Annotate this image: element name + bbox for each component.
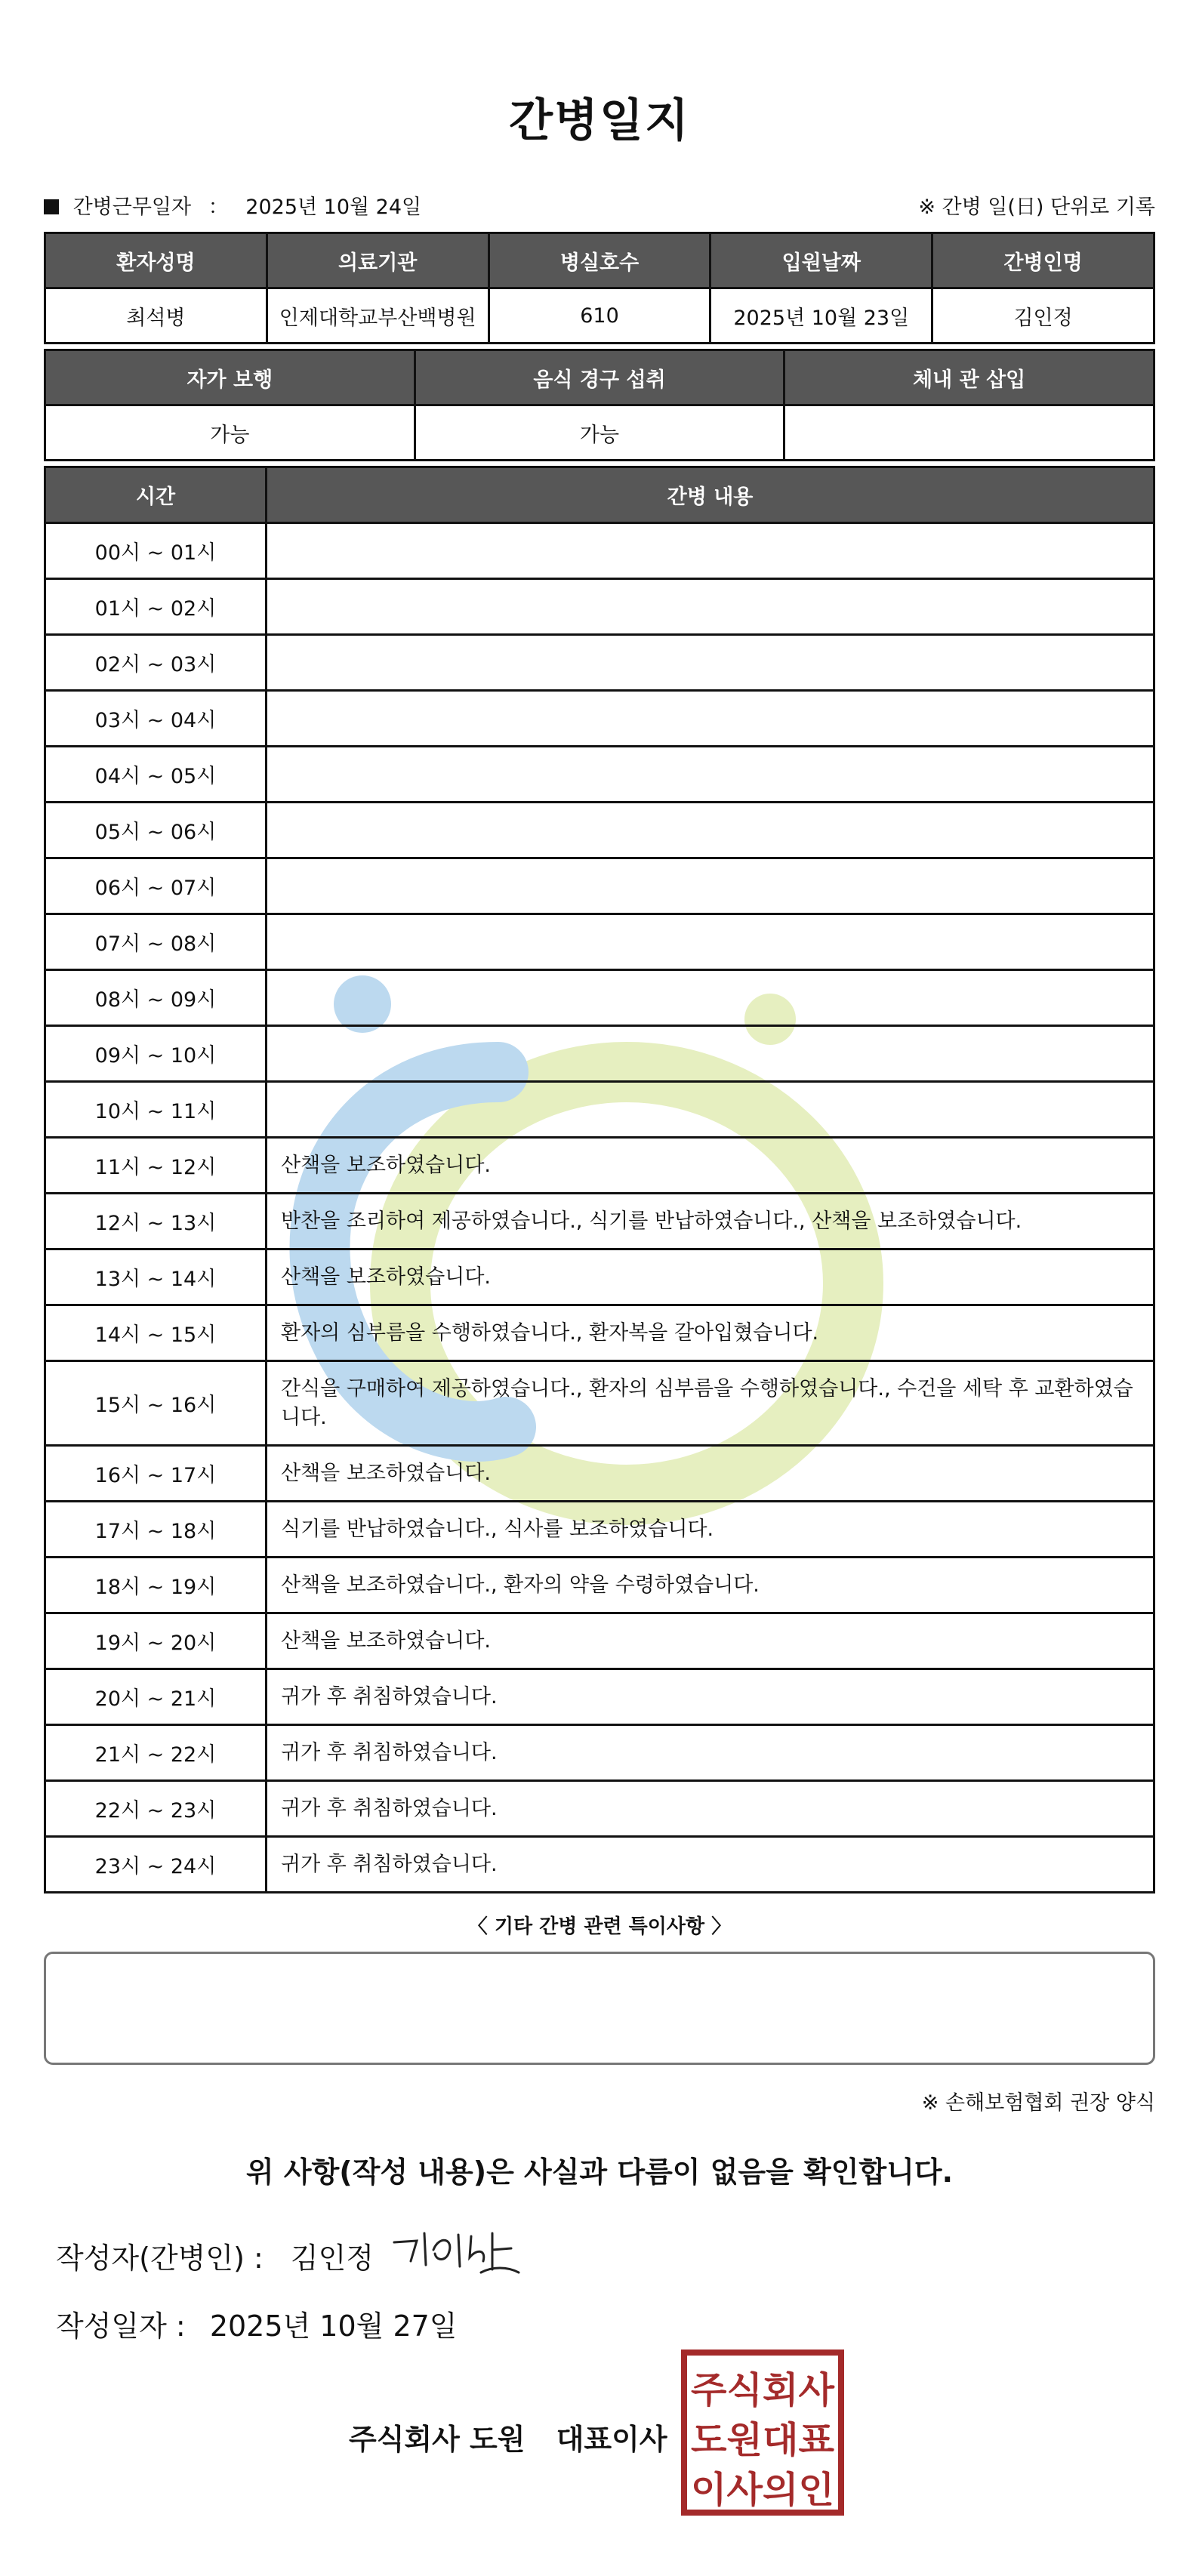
- time-slot: 11시 ~ 12시: [45, 1138, 267, 1194]
- care-log-table: [44, 466, 1155, 1893]
- care-content: 산책을 보조하였습니다.: [267, 1249, 1154, 1305]
- table-row: [45, 523, 1154, 579]
- room-number: 610: [489, 288, 710, 344]
- patient-header-row: [45, 233, 1154, 288]
- time-slot: 00시 ~ 01시: [45, 523, 267, 579]
- header-care-content: 간병 내용: [267, 467, 1154, 523]
- time-slot: 10시 ~ 11시: [45, 1082, 267, 1138]
- care-content: 식기를 반납하였습니다., 식사를 보조하였습니다.: [267, 1502, 1154, 1558]
- table-row: [45, 1725, 1154, 1781]
- daily-record-note: ※ 간병 일(日) 단위로 기록: [918, 196, 1155, 219]
- care-content: 산책을 보조하였습니다.: [267, 1446, 1154, 1502]
- table-row: [45, 635, 1154, 691]
- log-header-row: [45, 467, 1154, 523]
- time-slot: 18시 ~ 19시: [45, 1558, 267, 1613]
- time-slot: 08시 ~ 09시: [45, 970, 267, 1026]
- time-slot: 03시 ~ 04시: [45, 691, 267, 747]
- time-slot: 20시 ~ 21시: [45, 1669, 267, 1725]
- table-row: [45, 1138, 1154, 1194]
- svg-text:도원대표: 도원대표: [691, 2419, 835, 2461]
- time-slot: 22시 ~ 23시: [45, 1781, 267, 1837]
- time-slot: 14시 ~ 15시: [45, 1305, 267, 1361]
- time-slot: 19시 ~ 20시: [45, 1613, 267, 1669]
- header-room: 병실호수: [489, 233, 710, 288]
- table-row: [45, 970, 1154, 1026]
- document-title: 간병일지: [509, 94, 690, 147]
- header-hospital: 의료기관: [267, 233, 489, 288]
- writer-line: [56, 2235, 374, 2276]
- patient-status-table: [44, 349, 1155, 461]
- time-slot: 16시 ~ 17시: [45, 1446, 267, 1502]
- written-date-value: 2025년 10월 27일: [209, 2309, 458, 2343]
- table-row: [45, 1837, 1154, 1893]
- written-date-label: 작성일자 :: [56, 2309, 186, 2343]
- company-seal-stamp: [680, 2348, 846, 2517]
- care-content: [267, 970, 1154, 1026]
- table-row: [45, 914, 1154, 970]
- table-row: [45, 1558, 1154, 1613]
- table-row: [45, 1613, 1154, 1669]
- header-admission-date: 입원날짜: [710, 233, 932, 288]
- work-date-line: [44, 190, 421, 220]
- work-date-separator: ：: [208, 196, 229, 219]
- care-content: [267, 1082, 1154, 1138]
- status-value-row: [45, 405, 1154, 461]
- svg-text:이사의인: 이사의인: [691, 2469, 834, 2511]
- table-row: [45, 1305, 1154, 1361]
- time-slot: 09시 ~ 10시: [45, 1026, 267, 1082]
- care-content: [267, 1026, 1154, 1082]
- time-slot: 02시 ~ 03시: [45, 635, 267, 691]
- table-row: [45, 1669, 1154, 1725]
- care-content: 산책을 보조하였습니다., 환자의 약을 수령하였습니다.: [267, 1558, 1154, 1613]
- table-row: [45, 803, 1154, 858]
- admission-date: 2025년 10월 23일: [710, 288, 932, 344]
- oral-intake-value: 가능: [415, 405, 784, 461]
- status-header-row: [45, 350, 1154, 405]
- time-slot: 13시 ~ 14시: [45, 1249, 267, 1305]
- written-date-line: [56, 2303, 458, 2344]
- patient-name: 최석병: [45, 288, 267, 344]
- header-self-walking: 자가 보행: [45, 350, 415, 405]
- time-slot: 04시 ~ 05시: [45, 747, 267, 803]
- care-content: 반찬을 조리하여 제공하였습니다., 식기를 반납하였습니다., 산책을 보조하였습니다.: [267, 1194, 1154, 1249]
- table-row: [45, 747, 1154, 803]
- work-date-label: 간병근무일자: [72, 196, 192, 219]
- table-row: [45, 1249, 1154, 1305]
- time-slot: 12시 ~ 13시: [45, 1194, 267, 1249]
- header-oral-intake: 음식 경구 섭취: [415, 350, 784, 405]
- care-content: 간식을 구매하여 제공하였습니다., 환자의 심부름을 수행하였습니다., 수건을 세탁 후 교환하였습니다.: [267, 1361, 1154, 1446]
- writer-label: 작성자(간병인) :: [56, 2242, 264, 2275]
- time-slot: 05시 ~ 06시: [45, 803, 267, 858]
- writer-name: 김인정: [290, 2242, 374, 2275]
- table-row: [45, 579, 1154, 635]
- table-row: [45, 1026, 1154, 1082]
- form-note: ※ 손해보험협회 권장 양식: [921, 2091, 1155, 2115]
- company-line: [349, 2416, 667, 2457]
- tube-insertion-value: [784, 405, 1154, 461]
- time-slot: 17시 ~ 18시: [45, 1502, 267, 1558]
- care-content: [267, 803, 1154, 858]
- care-content: 환자의 심부름을 수행하였습니다., 환자복을 갈아입혔습니다.: [267, 1305, 1154, 1361]
- care-content: 귀가 후 취침하였습니다.: [267, 1725, 1154, 1781]
- remarks-title: 〈 기타 간병 관련 특이사항 〉: [467, 1915, 732, 1938]
- table-row: [45, 1502, 1154, 1558]
- confirmation-statement: 위 사항(작성 내용)은 사실과 다름이 없음을 확인합니다.: [245, 2155, 954, 2189]
- time-slot: 01시 ~ 02시: [45, 579, 267, 635]
- care-content: 귀가 후 취침하였습니다.: [267, 1837, 1154, 1893]
- care-content: [267, 747, 1154, 803]
- care-content: [267, 858, 1154, 914]
- company-representative: 대표이사: [556, 2423, 667, 2456]
- remarks-box: [44, 1952, 1155, 2065]
- care-content: 산책을 보조하였습니다.: [267, 1613, 1154, 1669]
- care-content: 귀가 후 취침하였습니다.: [267, 1669, 1154, 1725]
- table-row: [45, 691, 1154, 747]
- self-walking-value: 가능: [45, 405, 415, 461]
- square-bullet-icon: [44, 199, 59, 214]
- care-content: [267, 691, 1154, 747]
- time-slot: 21시 ~ 22시: [45, 1725, 267, 1781]
- header-caregiver: 간병인명: [932, 233, 1154, 288]
- header-time: 시간: [45, 467, 267, 523]
- table-row: [45, 1194, 1154, 1249]
- time-slot: 15시 ~ 16시: [45, 1361, 267, 1446]
- care-content: [267, 523, 1154, 579]
- patient-value-row: [45, 288, 1154, 344]
- time-slot: 07시 ~ 08시: [45, 914, 267, 970]
- care-content: 귀가 후 취침하였습니다.: [267, 1781, 1154, 1837]
- svg-text:주식회사: 주식회사: [691, 2369, 835, 2411]
- caregiver-name: 김인정: [932, 288, 1154, 344]
- work-date-value: 2025년 10월 24일: [245, 196, 422, 219]
- table-row: [45, 858, 1154, 914]
- care-content: 산책을 보조하였습니다.: [267, 1138, 1154, 1194]
- hospital-name: 인제대학교부산백병원: [267, 288, 489, 344]
- header-patient-name: 환자성명: [45, 233, 267, 288]
- header-tube-insertion: 체내 관 삽입: [784, 350, 1154, 405]
- time-slot: 06시 ~ 07시: [45, 858, 267, 914]
- patient-info-table: [44, 232, 1155, 344]
- company-name: 주식회사 도원: [349, 2423, 526, 2456]
- care-content: [267, 579, 1154, 635]
- care-content: [267, 914, 1154, 970]
- handwritten-signature: [387, 2220, 522, 2288]
- time-slot: 23시 ~ 24시: [45, 1837, 267, 1893]
- table-row: [45, 1082, 1154, 1138]
- care-content: [267, 635, 1154, 691]
- table-row: [45, 1361, 1154, 1446]
- table-row: [45, 1781, 1154, 1837]
- table-row: [45, 1446, 1154, 1502]
